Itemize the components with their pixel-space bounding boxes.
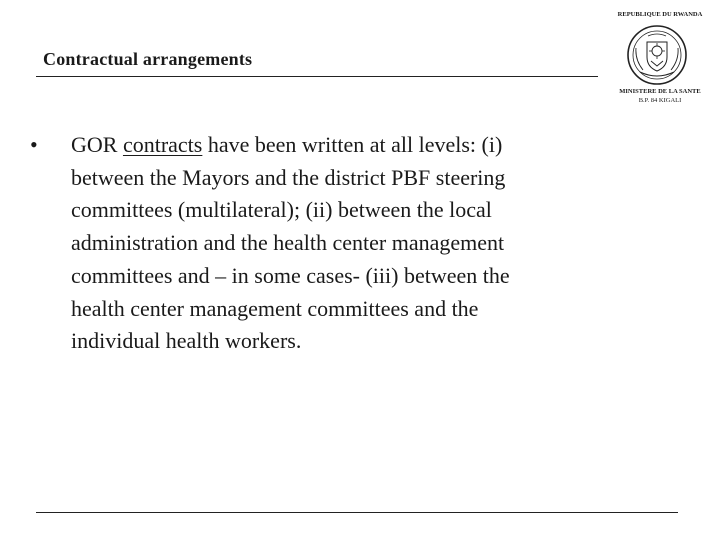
bullet-line-1-start: GOR — [71, 132, 123, 157]
rwanda-coat-of-arms-icon — [626, 24, 688, 86]
bullet-marker: • — [30, 132, 38, 157]
footer-divider — [36, 512, 678, 513]
emblem-country-label: REPUBLIQUE DU RWANDA — [617, 11, 703, 18]
ministry-name: MINISTERE DE LA SANTE — [619, 88, 701, 95]
bullet-line-7: individual health workers. — [71, 328, 302, 354]
slide-title: Contractual arrangements — [43, 49, 253, 69]
contracts-underlined-term: contracts — [122, 132, 203, 157]
bullet-line-1-end: have been written at all levels: (i) — [202, 132, 503, 157]
bullet-line-6: health center management committees and the — [71, 295, 479, 321]
bullet-line-2: between the Mayors and the district PBF steering — [71, 164, 506, 190]
bullet-line-4: administration and the health center management — [71, 230, 505, 256]
bullet-line-1 — [71, 129, 651, 162]
bullet-line-5: committees and – in some cases- (iii) between the — [71, 262, 510, 288]
bullet-text — [71, 129, 651, 358]
bullet-line-3: committees (multilateral); (ii) between the local — [71, 197, 492, 223]
title-divider — [36, 76, 598, 77]
ministry-address: B.P. 84 KIGALI — [638, 97, 682, 104]
